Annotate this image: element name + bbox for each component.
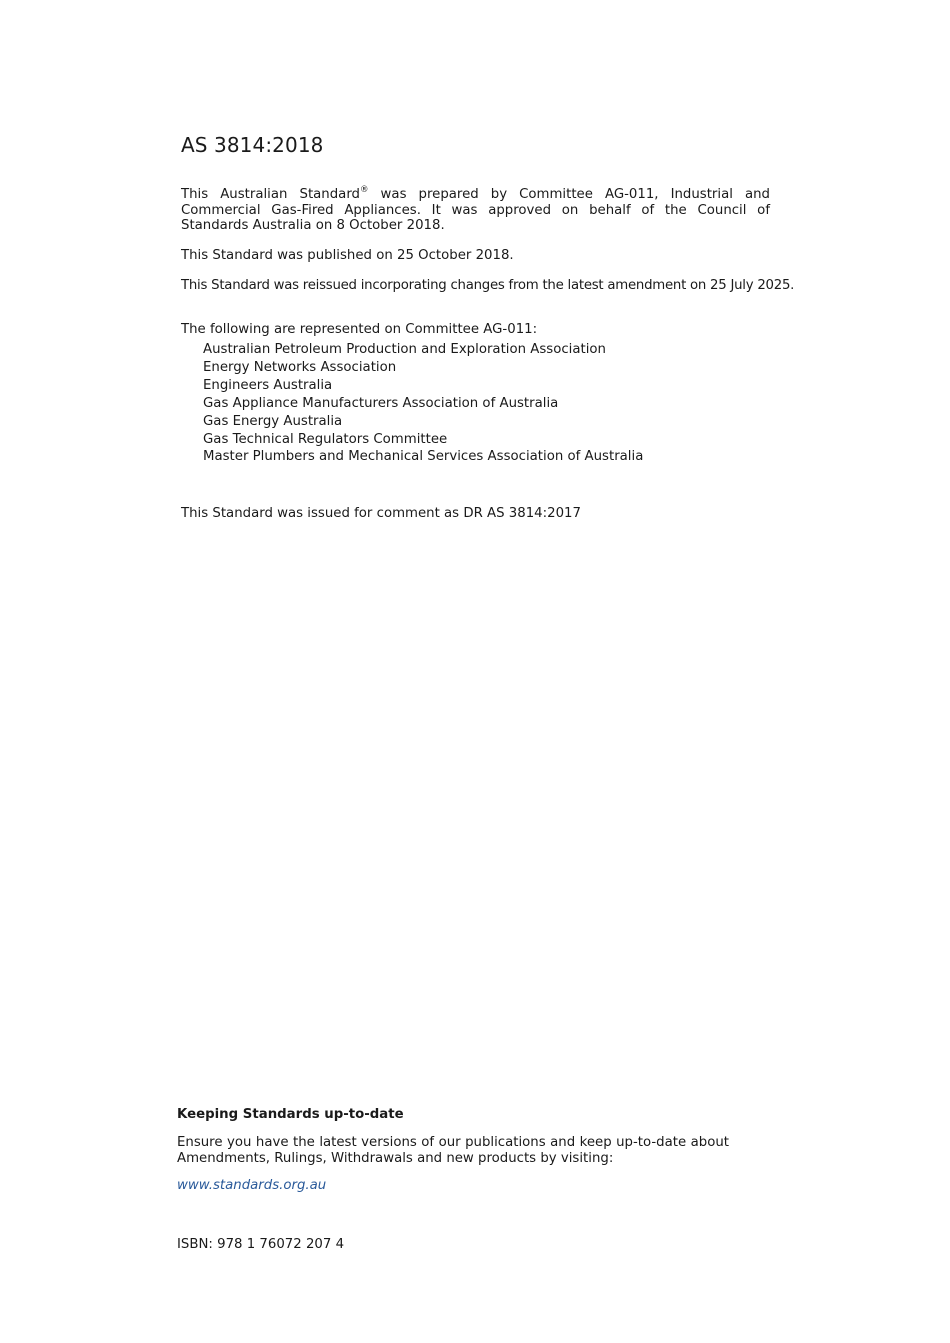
draft-comment-statement: This Standard was issued for comment as DR AS 3814:2017	[181, 506, 581, 521]
document-title: AS 3814:2018	[181, 133, 324, 157]
preparation-statement	[181, 184, 770, 234]
committee-member: Energy Networks Association	[203, 359, 397, 375]
reissue-statement: This Standard was reissued incorporating changes from the latest amendment on 25 July 2025.	[181, 278, 795, 293]
isbn-number: ISBN: 978 1 76072 207 4	[177, 1237, 345, 1252]
committee-member: Gas Appliance Manufacturers Association of Australia	[203, 395, 559, 411]
committee-heading: The following are represented on Committee AG-011:	[181, 322, 538, 337]
preparation-text-start: This Australian Standard	[181, 187, 360, 202]
registered-mark: ®	[360, 184, 369, 195]
publication-date-statement: This Standard was published on 25 October 2018.	[181, 248, 514, 263]
keeping-up-to-date-heading: Keeping Standards up-to-date	[177, 1107, 404, 1122]
committee-member: Master Plumbers and Mechanical Services Association of Australia	[203, 449, 644, 465]
committee-member: Gas Energy Australia	[203, 413, 343, 429]
standards-website-link[interactable]: www.standards.org.au	[177, 1178, 327, 1193]
committee-member: Gas Technical Regulators Committee	[203, 431, 448, 447]
keeping-up-to-date-text: Ensure you have the latest versions of our publications and keep up-to-date about Amendments, Rulings, Withdrawals and new products by visiting:	[177, 1135, 729, 1166]
committee-member-list	[203, 341, 643, 466]
committee-member: Australian Petroleum Production and Exploration Association	[203, 342, 606, 357]
preparation-text-end: was prepared by Committee AG-011, Industrial and Commercial Gas-Fired Appliances. It was approved on behalf of the Council of Standards Australia on 8 October 2018.	[181, 187, 770, 234]
committee-member: Engineers Australia	[203, 377, 333, 393]
